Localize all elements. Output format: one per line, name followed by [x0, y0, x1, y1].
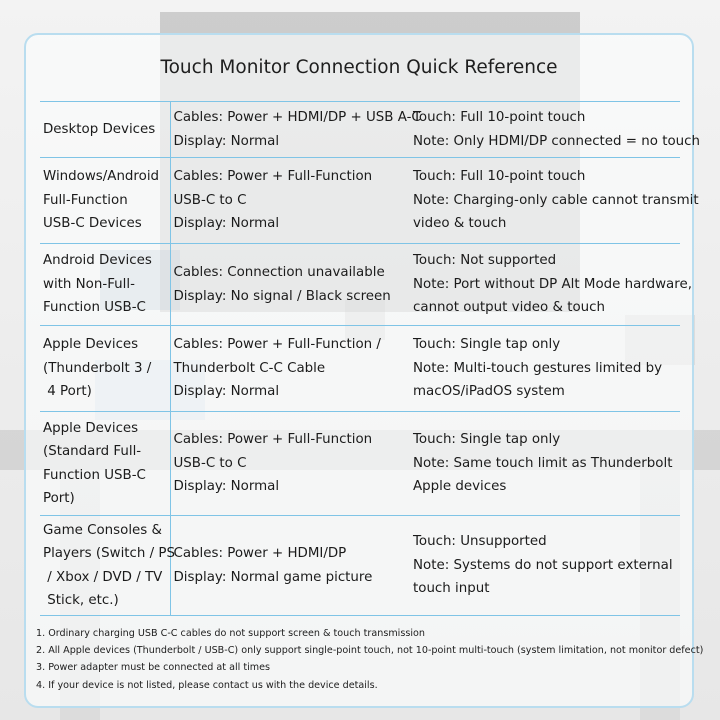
touch-line: Note: Charging-only cable cannot transmit	[413, 192, 699, 208]
table-row	[40, 102, 680, 158]
reference-card	[24, 33, 704, 708]
connection-line: Cables: Connection unavailable	[173, 265, 385, 280]
connection-cell	[170, 102, 421, 158]
device-line: 4 Port)	[43, 384, 92, 400]
connection-cell	[170, 326, 410, 412]
device-line: with Non-Full-	[43, 276, 135, 292]
device-line: Stick, etc.)	[43, 593, 119, 608]
footnotes	[36, 625, 704, 694]
device-cell	[40, 244, 170, 326]
device-line: / Xbox / DVD / TV	[43, 569, 163, 585]
touch-line: Touch: Full 10-point touch	[413, 169, 586, 185]
table-row	[40, 158, 680, 244]
device-line: Windows/Android	[43, 169, 160, 185]
connection-line: Display: Normal	[173, 479, 280, 495]
connection-cell	[170, 412, 410, 516]
connection-line: Display: Normal	[173, 133, 280, 149]
touch-line: Apple devices	[413, 479, 507, 495]
touch-line: Touch: Single tap only	[413, 432, 561, 448]
touch-line: Note: Systems do not support external	[413, 557, 673, 573]
touch-cell	[410, 102, 700, 158]
connection-line: USB-C to C	[173, 192, 247, 208]
touch-line: video & touch	[413, 216, 507, 232]
footnote: 4. If your device is not listed, please contact us with the device details.	[36, 679, 378, 691]
touch-line: Touch: Unsupported	[413, 534, 547, 550]
device-cell	[40, 158, 170, 244]
device-line: Function USB-C	[43, 467, 146, 483]
touch-line: macOS/iPadOS system	[413, 384, 565, 400]
touch-line: Touch: Single tap only	[413, 337, 561, 353]
connection-cell	[170, 244, 410, 326]
touch-line: touch input	[413, 581, 490, 597]
footnote: 2. All Apple devices (Thunderbolt / USB-C) only support single-point touch, not 10-point multi-touch (system limitation, not monitor defect)	[36, 645, 704, 657]
table-row	[40, 412, 680, 516]
device-line: Game Consoles &	[43, 522, 162, 538]
touch-cell	[410, 158, 699, 244]
device-line: (Standard Full-	[43, 444, 142, 459]
touch-line: Note: Port without DP Alt Mode hardware,	[413, 276, 692, 292]
connection-line: Display: No signal / Black screen	[173, 288, 391, 304]
touch-line: cannot output video & touch	[413, 300, 605, 316]
touch-cell	[410, 516, 680, 616]
table-row	[40, 326, 680, 412]
connection-line: Thunderbolt C-C Cable	[173, 360, 326, 376]
device-line: Desktop Devices	[43, 121, 156, 137]
connection-cell	[170, 158, 410, 244]
connection-line: Display: Normal game picture	[173, 569, 373, 585]
table-row	[40, 516, 680, 616]
touch-line: Note: Only HDMI/DP connected = no touch	[413, 133, 700, 149]
connection-line: Cables: Power + Full-Function /	[173, 337, 381, 353]
connection-line: Cables: Power + HDMI/DP	[173, 546, 347, 561]
device-line: Full-Function	[43, 192, 128, 208]
table-row	[40, 244, 680, 326]
device-cell	[40, 326, 170, 412]
touch-cell	[410, 412, 680, 516]
connection-line: Cables: Power + Full-Function	[173, 169, 373, 185]
connection-cell	[170, 516, 410, 616]
device-line: Port)	[43, 491, 75, 506]
device-line: (Thunderbolt 3 /	[43, 360, 152, 376]
connection-line: USB-C to C	[173, 455, 247, 471]
touch-line: Note: Same touch limit as Thunderbolt	[413, 455, 673, 471]
touch-cell	[410, 244, 692, 326]
device-cell	[40, 516, 175, 616]
device-line: Apple Devices	[43, 337, 139, 353]
device-cell	[40, 102, 170, 158]
touch-line: Touch: Full 10-point touch	[413, 110, 586, 125]
device-line: Apple Devices	[43, 420, 139, 436]
connection-line: Display: Normal	[173, 216, 280, 232]
connection-line: Display: Normal	[173, 384, 280, 400]
page-title: Touch Monitor Connection Quick Reference	[160, 57, 558, 78]
device-cell	[40, 412, 170, 516]
touch-line: Note: Multi-touch gestures limited by	[413, 360, 663, 376]
device-line: Players (Switch / PS	[43, 546, 175, 561]
connection-line: Cables: Power + HDMI/DP + USB A-C	[173, 110, 421, 125]
device-line: Android Devices	[43, 253, 152, 269]
connection-line: Cables: Power + Full-Function	[173, 432, 373, 448]
connection-table	[40, 101, 700, 616]
touch-cell	[410, 326, 680, 412]
device-line: Function USB-C	[43, 300, 146, 316]
footnote: 3. Power adapter must be connected at all times	[36, 662, 271, 674]
touch-line: Touch: Not supported	[413, 253, 557, 269]
footnote: 1. Ordinary charging USB C-C cables do not support screen & touch transmission	[36, 628, 425, 639]
device-line: USB-C Devices	[43, 216, 142, 232]
